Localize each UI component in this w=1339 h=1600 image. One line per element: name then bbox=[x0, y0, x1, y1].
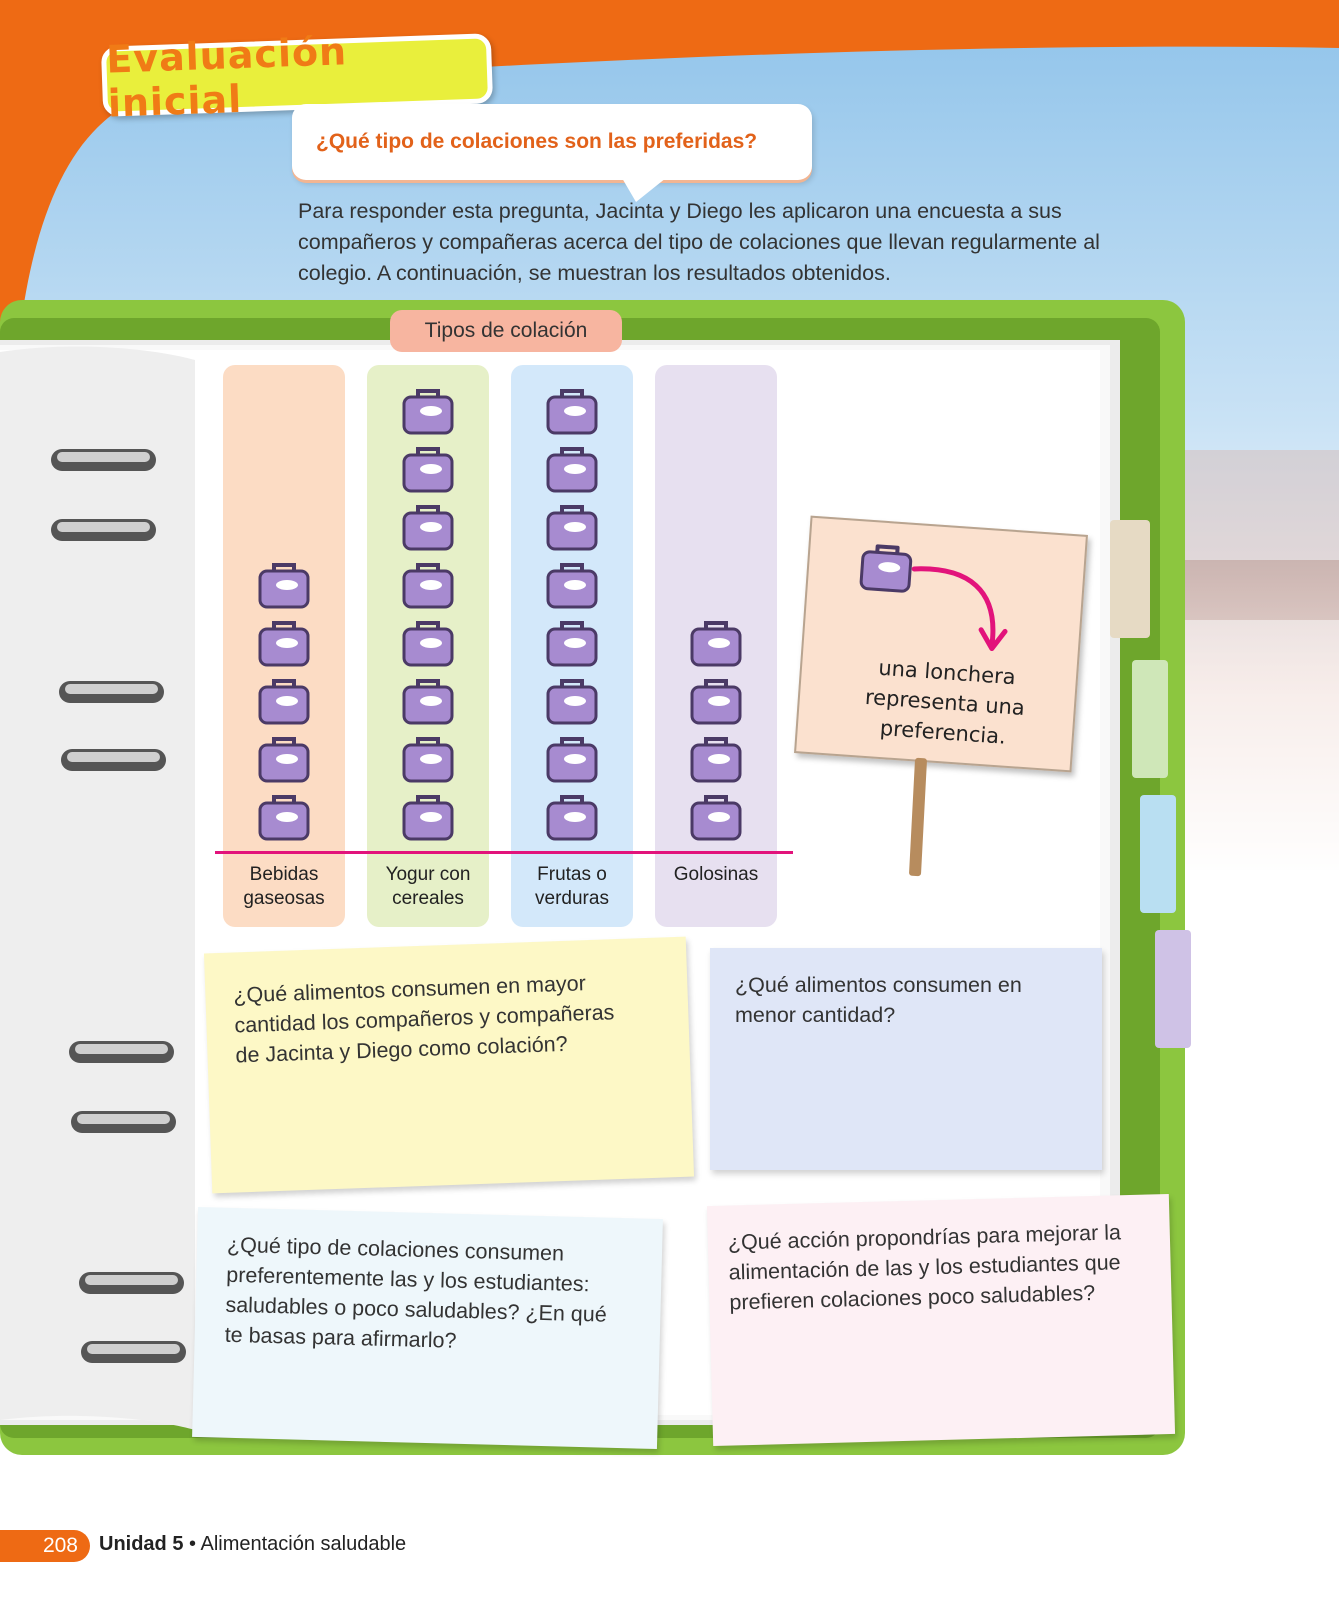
category-label bbox=[655, 863, 777, 887]
lunchbox-icon bbox=[548, 623, 596, 665]
category-label-line: Yogur con bbox=[385, 864, 471, 885]
lunchbox-icon bbox=[404, 623, 452, 665]
legend-sign bbox=[794, 516, 1088, 773]
tab-blue bbox=[1140, 795, 1176, 913]
lunchbox-icon bbox=[548, 681, 596, 723]
lunchbox-icon bbox=[404, 449, 452, 491]
sticky-note-question-4 bbox=[707, 1194, 1175, 1446]
note-question-text: ¿Qué alimentos consumen en menor cantidad? bbox=[735, 973, 1022, 1027]
lunchbox-icon bbox=[548, 449, 596, 491]
category-label-line: Frutas o bbox=[537, 864, 607, 885]
column-icons bbox=[367, 365, 489, 863]
sticky-note-question-1 bbox=[204, 937, 694, 1194]
chart-baseline bbox=[215, 851, 793, 854]
chart-title: Tipos de colación bbox=[390, 310, 622, 352]
legend-text: una lonchera representa una preferencia. bbox=[864, 655, 1026, 749]
main-question-bubble bbox=[292, 104, 812, 180]
lunchbox-icon bbox=[548, 565, 596, 607]
chart-column bbox=[511, 365, 633, 927]
arrow-icon bbox=[903, 555, 1020, 662]
lunchbox-icon bbox=[548, 391, 596, 433]
footer-unit: Unidad 5 • Alimentación saludable bbox=[99, 1533, 407, 1555]
note-question-text: ¿Qué alimentos consumen en mayor cantidad los compañeros y compañeras de Jacinta y Diego como colación? bbox=[233, 971, 615, 1068]
main-question: ¿Qué tipo de colaciones son las preferidas? bbox=[316, 130, 758, 153]
lunchbox-icon bbox=[548, 739, 596, 781]
lunchbox-icon bbox=[404, 391, 452, 433]
category-label-line: Bebidas bbox=[249, 864, 319, 885]
category-label bbox=[223, 863, 345, 911]
column-icons bbox=[511, 365, 633, 863]
lunchbox-icon bbox=[404, 507, 452, 549]
category-label-line: Golosinas bbox=[673, 864, 759, 885]
section-title: Evaluación inicial bbox=[105, 29, 348, 126]
lunchbox-icon bbox=[692, 681, 740, 723]
lunchbox-icon bbox=[692, 623, 740, 665]
intro-paragraph: Para responder esta pregunta, Jacinta y Diego les aplicaron una encuesta a sus compañeros y compañeras acerca del tipo de colaciones que llevan regularmente al colegio. A continuación, se muestran los resultados obtenidos. bbox=[298, 199, 1100, 285]
lunchbox-icon bbox=[404, 739, 452, 781]
category-label-line: cereales bbox=[392, 888, 464, 909]
chart-column bbox=[223, 365, 345, 927]
lunchbox-icon bbox=[404, 797, 452, 839]
sticky-note-question-3 bbox=[192, 1207, 663, 1449]
lunchbox-icon bbox=[692, 797, 740, 839]
lunchbox-icon bbox=[260, 623, 308, 665]
lunchbox-icon bbox=[260, 739, 308, 781]
lunchbox-icon bbox=[260, 797, 308, 839]
tab-green bbox=[1132, 660, 1168, 778]
column-icons bbox=[223, 365, 345, 863]
lunchbox-icon bbox=[692, 739, 740, 781]
lunchbox-icon bbox=[260, 681, 308, 723]
column-icons bbox=[655, 365, 777, 863]
category-label-line: verduras bbox=[535, 888, 609, 909]
tab-beige bbox=[1110, 520, 1150, 638]
note-question-text: ¿Qué acción propondrías para mejorar la alimentación de las y los estudiantes que prefieren colaciones poco saludables? bbox=[727, 1220, 1122, 1315]
category-label bbox=[511, 863, 633, 911]
page-number: 208 bbox=[0, 1530, 90, 1562]
chart-column bbox=[367, 365, 489, 927]
lunchbox-icon bbox=[260, 565, 308, 607]
lunchbox-icon bbox=[548, 797, 596, 839]
sticky-note-question-2 bbox=[710, 948, 1102, 1170]
lunchbox-icon bbox=[404, 681, 452, 723]
lunchbox-icon bbox=[404, 565, 452, 607]
category-label bbox=[367, 863, 489, 911]
lunchbox-icon bbox=[857, 541, 914, 595]
chart-column bbox=[655, 365, 777, 927]
lunchbox-icon bbox=[548, 507, 596, 549]
category-label-line: gaseosas bbox=[243, 888, 325, 909]
note-question-text: ¿Qué tipo de colaciones consumen preferentemente las y los estudiantes: saludables o poco saludables? ¿En qué te basas para afirmarlo? bbox=[224, 1232, 608, 1353]
tab-purple bbox=[1155, 930, 1191, 1048]
